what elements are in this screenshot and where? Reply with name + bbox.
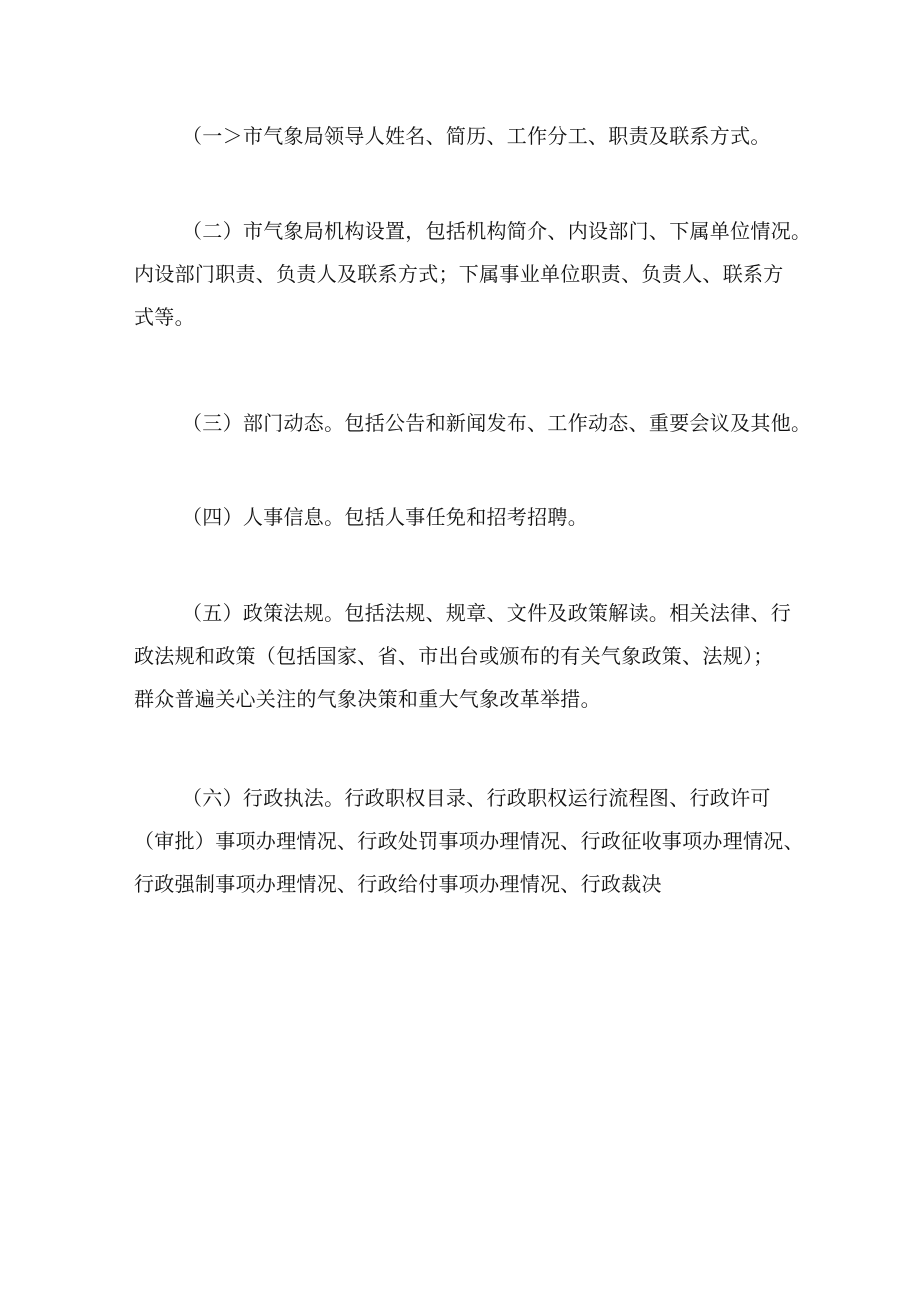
paragraph-line: （审批）事项办理情况、行政处罚事项办理情况、行政征收事项办理情况、 <box>134 829 804 853</box>
paragraph-line: （五）政策法规。包括法规、规章、文件及政策解读。相关法律、行 <box>182 601 791 625</box>
paragraph-personnel <box>134 496 794 539</box>
paragraph-administrative-enforcement <box>134 777 804 906</box>
paragraph-line: 群众普遍关心关注的气象决策和重大气象改革举措。 <box>134 687 601 711</box>
paragraph-line: （二）市气象局机构设置，包括机构简介、内设部门、下属单位情况。 <box>182 219 812 243</box>
paragraph-line: 行政强制事项办理情况、行政给付事项办理情况、行政裁决 <box>134 872 662 896</box>
paragraph-line: 内设部门职责、负责人及联系方式；下属事业单位职责、负责人、联系方 <box>134 262 784 286</box>
paragraph-line: （六）行政执法。行政职权目录、行政职权运行流程图、行政许可 <box>182 786 771 810</box>
paragraph-line: 政法规和政策（包括国家、省、市出台或颁布的有关气象政策、法规）； <box>134 644 774 668</box>
paragraph-policy-regulations <box>134 592 794 721</box>
paragraph-line: （一＞市气象局领导人姓名、简历、工作分工、职责及联系方式。 <box>182 124 771 148</box>
paragraph-line: 式等。 <box>134 305 195 329</box>
paragraph-department-news <box>134 402 812 445</box>
paragraph-leadership-info <box>134 115 794 158</box>
paragraph-organization <box>134 210 812 339</box>
paragraph-line: （三）部门动态。包括公告和新闻发布、工作动态、重要会议及其他。 <box>182 411 812 435</box>
paragraph-line: （四）人事信息。包括人事任免和招考招聘。 <box>182 505 588 529</box>
